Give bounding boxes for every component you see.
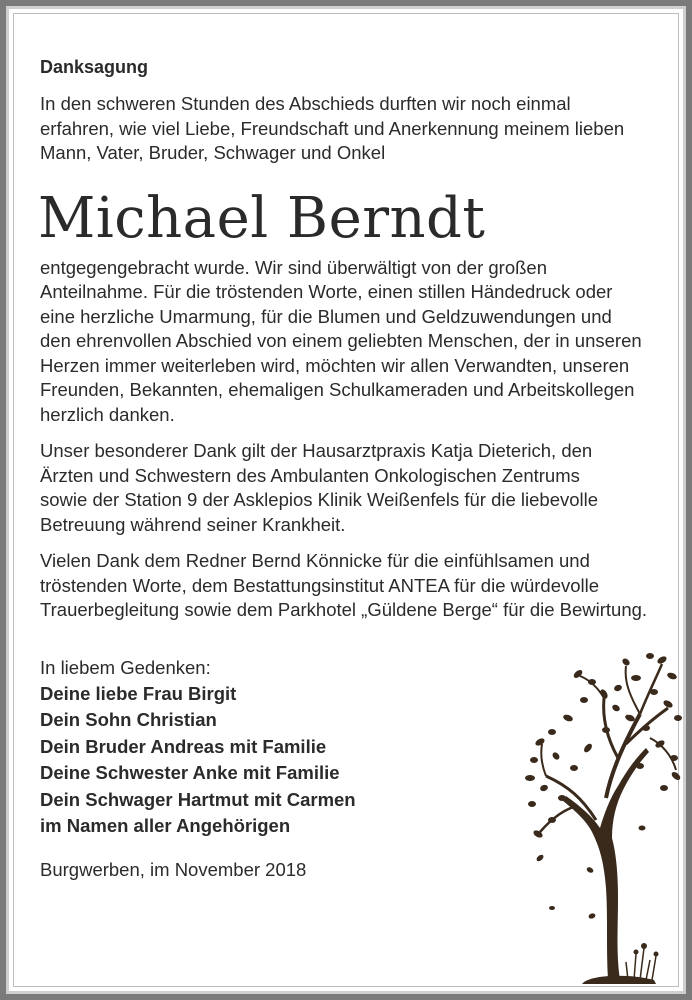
thanks-paragraph: entgegengebracht wurde. Wir sind überwältigt von der großen Anteilnahme. Für die tröstenden Worte, einen stillen Händedruck oder eine herzliche Umarmung, für die Blumen und Geldzuwendungen und den ehrenvollen Abschied von einem geliebten Menschen, der in unseren Herzen immer weiterleben wird, möchten wir allen Verwandten, unseren Freunden, Bekannten, ehemaligen Schulkameraden und Arbeitskollegen herzlich danken. <box>40 256 642 425</box>
signatory-line: Dein Bruder Andreas mit Familie <box>40 735 327 757</box>
memorial-intro: In liebem Gedenken: <box>40 656 211 678</box>
signatory-line: im Namen aller Angehörigen <box>40 815 291 836</box>
signatory-line: Dein Sohn Christian <box>40 709 217 730</box>
tree-silhouette-icon <box>522 648 682 988</box>
notice-heading: Danksagung <box>40 57 149 77</box>
speaker-thanks-paragraph: Vielen Dank dem Redner Bernd Könnicke für die einfühlsamen und tröstenden Worte, dem Bestattungsinstitut ANTEA für die würdevolle Trauerbegleitung sowie dem Parkhotel „Güldene Berge“ für die Bewirtung. <box>40 550 648 620</box>
signatory-line: Deine Schwester Anke mit Familie <box>40 762 340 783</box>
signatory-line: Deine liebe Frau Birgit <box>40 682 237 704</box>
intro-paragraph: In den schweren Stunden des Abschieds durften wir noch einmal erfahren, wie viel Liebe, Freundschaft und Anerkennung meinem lieben Mann, Vater, Bruder, Schwager und Onkel <box>40 93 625 163</box>
place-date: Burgwerben, im November 2018 <box>40 858 307 880</box>
signatory-line: Dein Schwager Hartmut mit Carmen <box>40 788 356 810</box>
deceased-name: Michael Berndt <box>38 185 486 251</box>
special-thanks-paragraph: Unser besonderer Dank gilt der Hausarztpraxis Katja Dieterich, den Ärzten und Schwestern des Ambulanten Onkologischen Zentrums sowie der Station 9 der Asklepios Klinik Weißenfels für die liebevolle Betreuung während seiner Krankheit. <box>40 440 599 535</box>
